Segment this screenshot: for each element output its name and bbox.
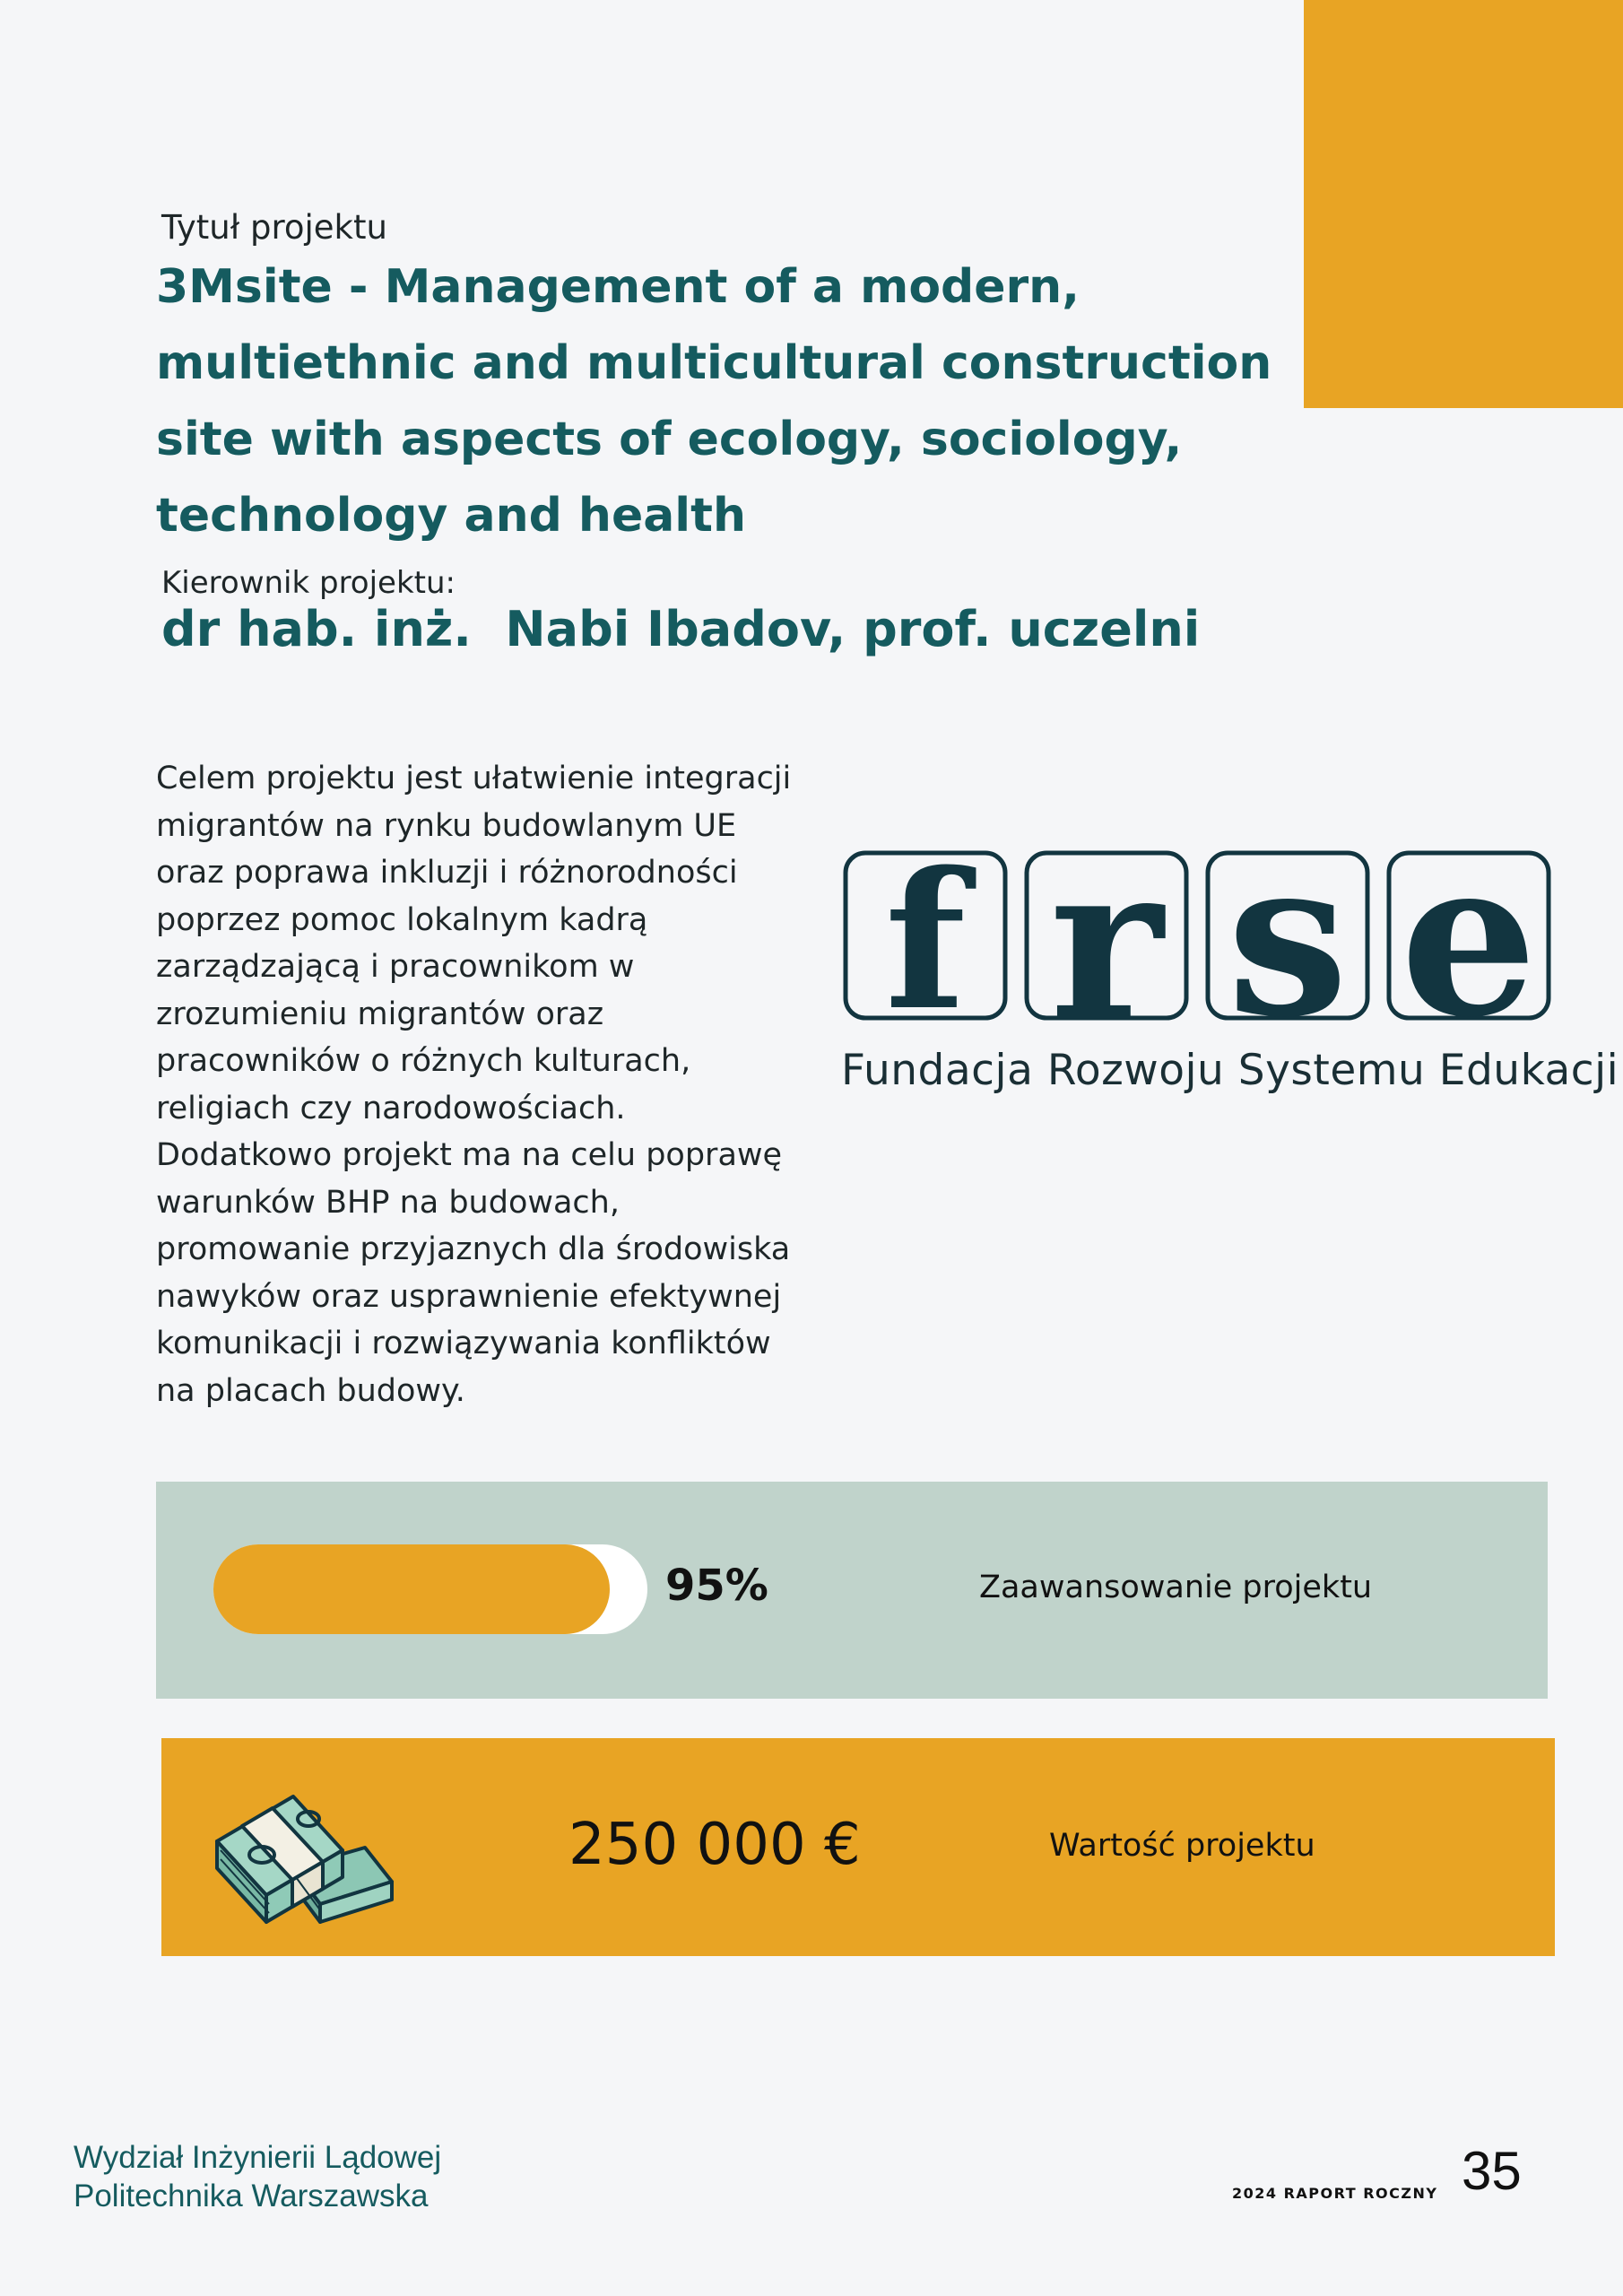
report-label: 2024 RAPORT ROCZNY — [1232, 2185, 1438, 2202]
progress-panel — [156, 1482, 1548, 1699]
frse-logo — [843, 850, 1560, 1030]
project-value-amount: 250 000 € — [568, 1812, 861, 1878]
faculty-line-2: Politechnika Warszawska — [74, 2179, 429, 2213]
corner-accent-block — [1304, 0, 1623, 408]
page-number: 35 — [1462, 2141, 1522, 2201]
project-value-panel — [161, 1738, 1555, 1956]
faculty-line-1: Wydział Inżynierii Lądowej — [74, 2140, 442, 2175]
logo-letter-e: e — [1400, 850, 1538, 1030]
project-manager-label: Kierownik projektu: — [161, 565, 456, 601]
money-stack-icon — [208, 1765, 396, 1935]
logo-letter-f: f — [884, 850, 967, 1030]
frse-logo-subtitle: Fundacja Rozwoju Systemu Edukacji — [841, 1046, 1619, 1095]
project-description: Celem projektu jest ułatwienie integracji migrantów na rynku budowlanym UE oraz poprawa inkluzji i różnorodności poprzez pomoc lokalnym kadrą zarządzającą i pracownikom w zrozumieniu migrantów oraz pracowników o różnych kulturach, religiach czy narodowościach. Dodatkowo projekt ma na celu poprawę warunków BHP na budowach, promowanie przyjaznych dla środowiska nawyków oraz usprawnienie efektywnej komunikacji i rozwiązywania konfliktów na placach budowy. — [156, 761, 792, 1409]
project-title: 3Msite - Management of a modern, multiethnic and multicultural construction site with aspects of ecology, sociology, technology and health — [156, 260, 1272, 543]
faculty-name — [74, 2138, 441, 2215]
progress-label: Zaawansowanie projektu — [979, 1570, 1373, 1605]
progress-value: 95% — [665, 1561, 768, 1611]
project-manager-name: dr hab. inż. Nabi Ibadov, prof. uczelni — [161, 601, 1201, 657]
progress-bar-fill — [213, 1544, 610, 1634]
logo-letter-r: r — [1049, 850, 1164, 1030]
project-title-label: Tytuł projektu — [161, 208, 387, 247]
logo-letter-s: s — [1227, 850, 1349, 1030]
progress-bar-track — [213, 1544, 647, 1634]
project-value-label: Wartość projektu — [1049, 1828, 1315, 1864]
